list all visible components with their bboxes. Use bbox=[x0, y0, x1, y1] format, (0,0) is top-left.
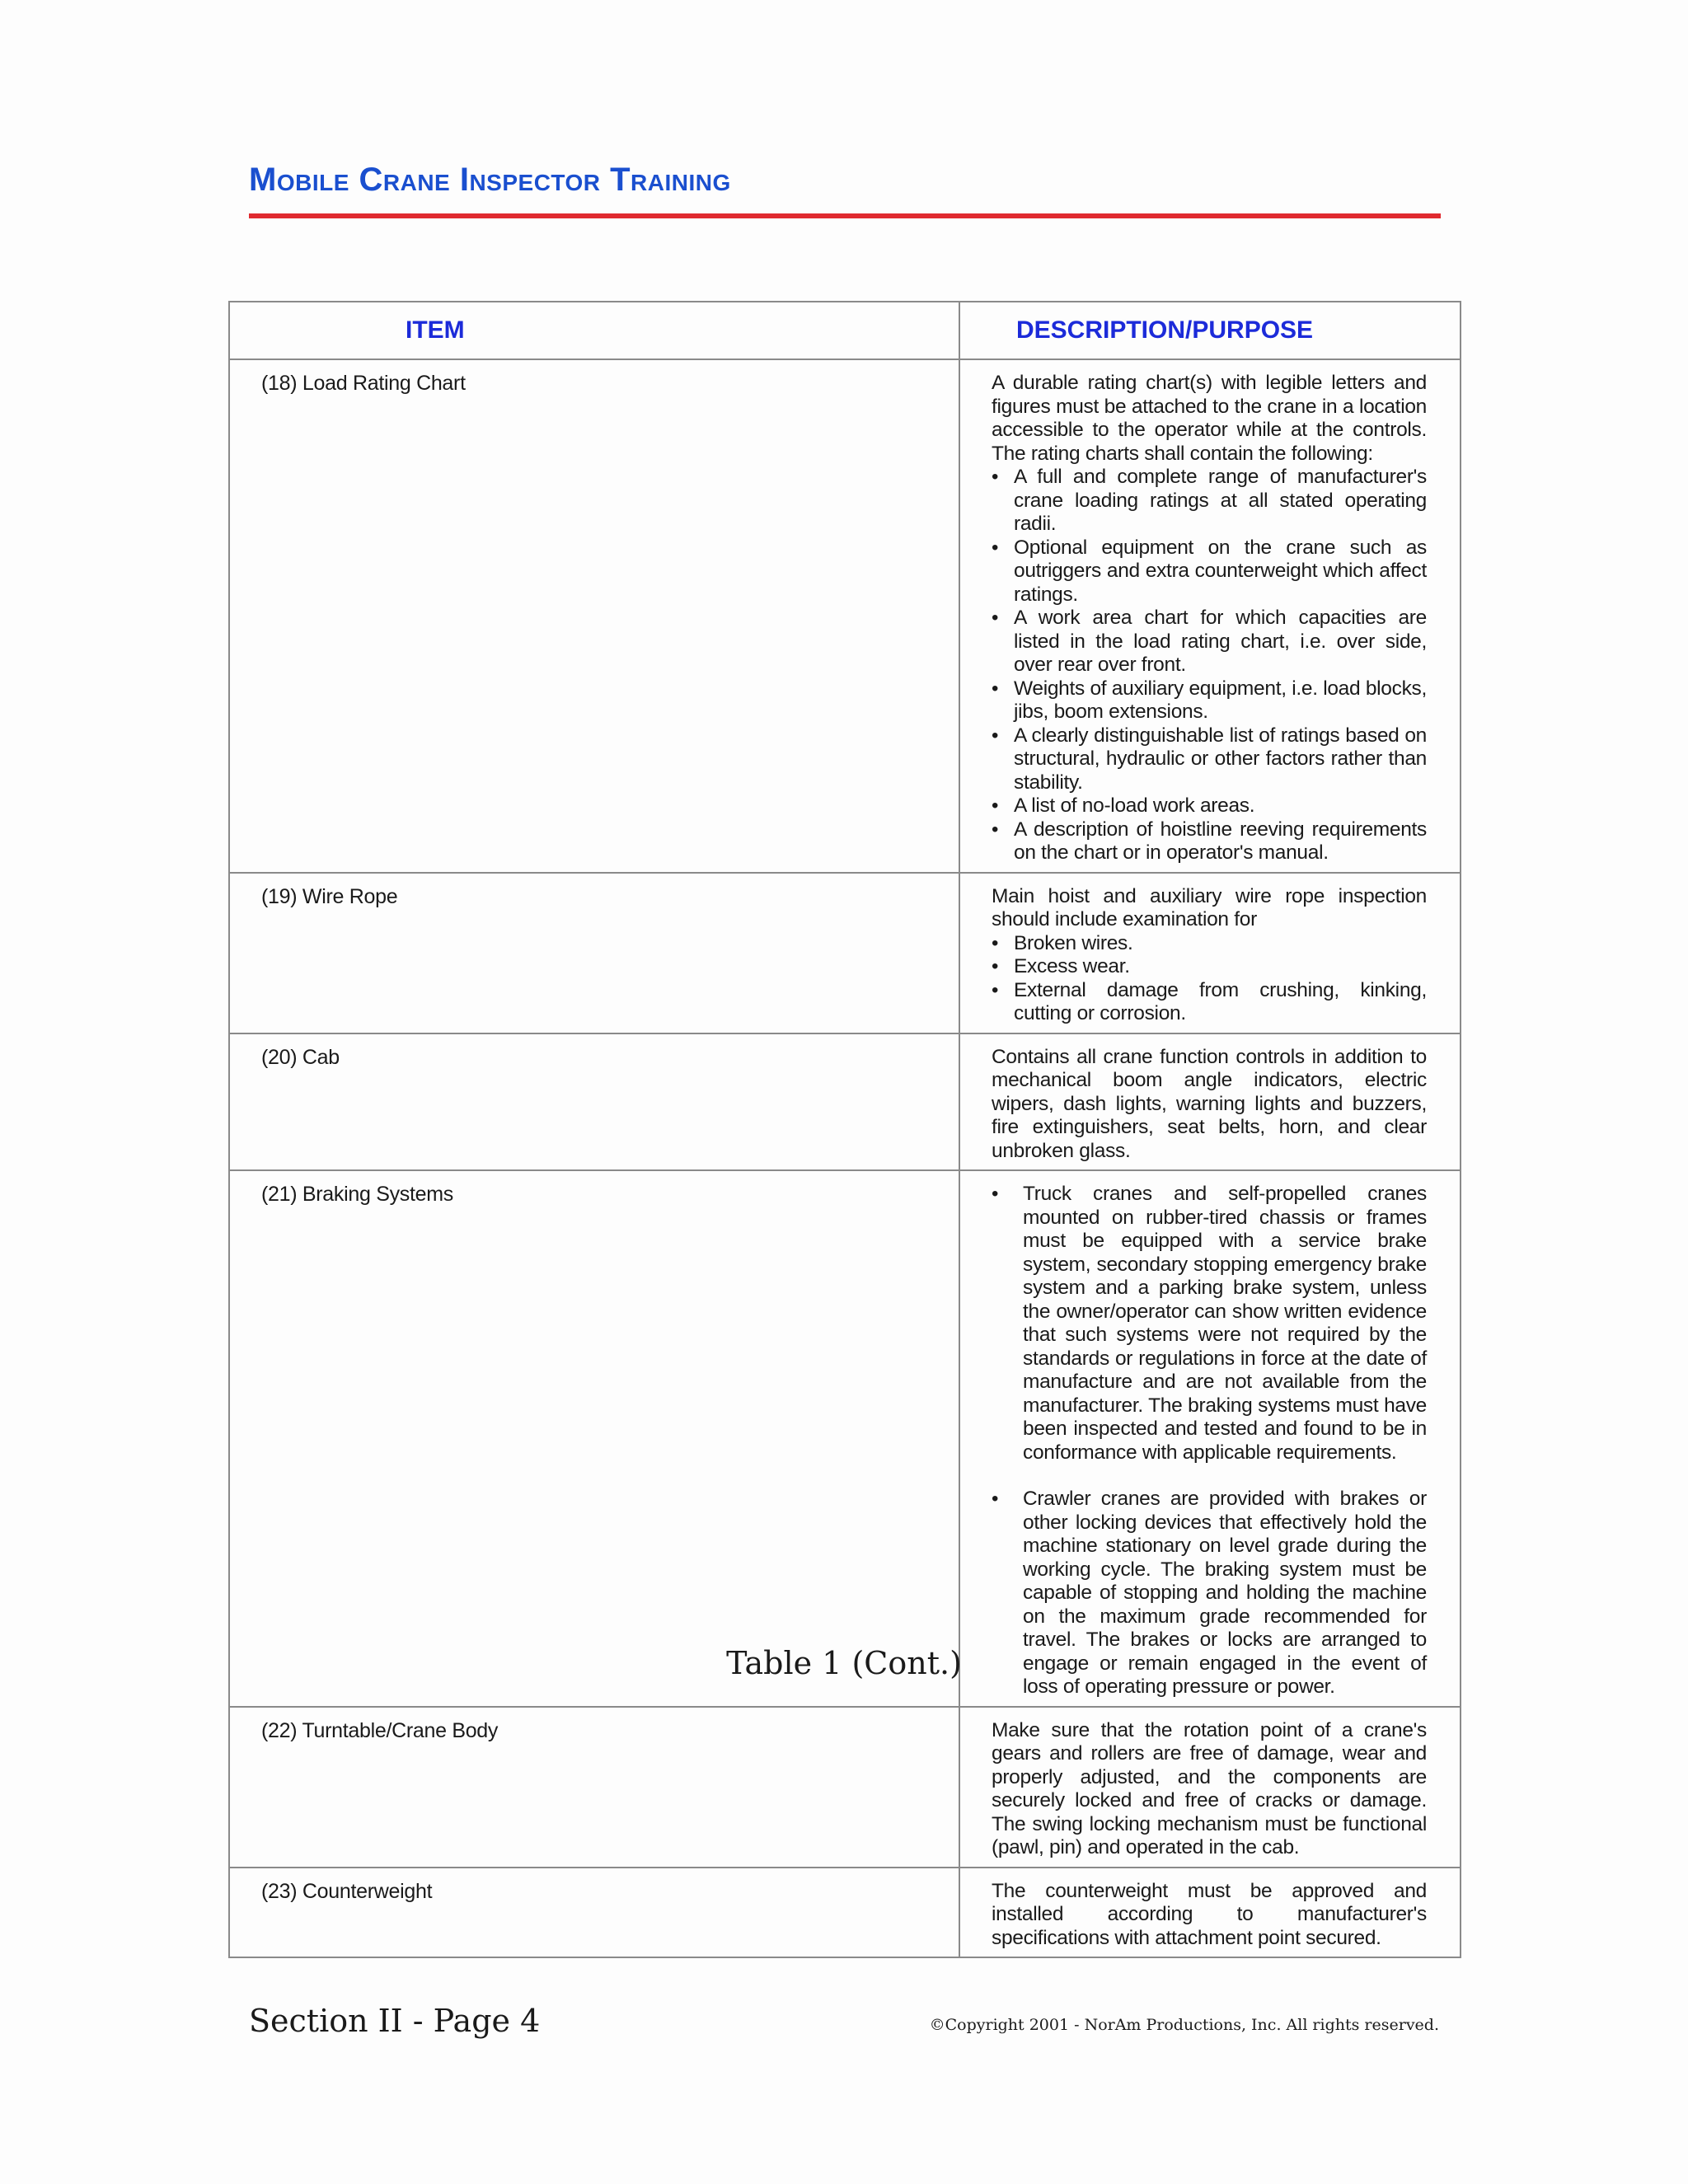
list-item: • Truck cranes and self-propelled cranes mounted on rubber-tired chassis or frames must be equipped with a service brake system, secondary stopping emergency brake system and a parking brake system, unless the owner/operator can show written evidence that such systems were not required by the standards or regulations in force at the date of manufacture and are not available from the manufacturer. The braking systems must have been inspected and tested and found to be in conformance with applicable requirements. bbox=[1023, 1183, 1427, 1465]
description-intro: Main hoist and auxiliary wire rope inspection should include examination for bbox=[992, 884, 1427, 930]
list-item: • Excess wear. bbox=[1014, 955, 1427, 979]
title-rule bbox=[249, 213, 1441, 218]
item-name: (19) Wire Rope bbox=[229, 873, 959, 1033]
table-row bbox=[229, 359, 1461, 873]
table-row bbox=[229, 1707, 1461, 1868]
table-caption: Table 1 (Cont.) bbox=[726, 1645, 962, 1681]
description-intro: A durable rating chart(s) with legible letters and figures must be attached to the crane in a location accessible to the operator while at the controls. The rating charts shall contain the following: bbox=[992, 372, 1427, 465]
item-description bbox=[959, 1170, 1461, 1707]
description-bullets bbox=[992, 466, 1427, 865]
item-description bbox=[959, 1707, 1461, 1868]
copyright-notice: ©Copyright 2001 - NorAm Productions, Inc. All rights reserved. bbox=[929, 2016, 1439, 2034]
inspection-table bbox=[228, 301, 1461, 1958]
list-item: • A clearly distinguishable list of ratings based on structural, hydraulic or other factors rather than stability. bbox=[1014, 724, 1427, 795]
item-description bbox=[959, 1033, 1461, 1171]
table-row bbox=[229, 1033, 1461, 1171]
list-item: • A list of no-load work areas. bbox=[1014, 794, 1427, 818]
item-name: (23) Counterweight bbox=[229, 1868, 959, 1958]
item-name: (21) Braking Systems bbox=[229, 1170, 959, 1707]
description-bullets bbox=[992, 1183, 1427, 1699]
item-description bbox=[959, 873, 1461, 1033]
page-number: Section II - Page 4 bbox=[249, 2003, 541, 2039]
table-row bbox=[229, 1170, 1461, 1707]
list-item: • External damage from crushing, kinking, cutting or corrosion. bbox=[1014, 979, 1427, 1026]
item-description bbox=[959, 1868, 1461, 1958]
item-name: (22) Turntable/Crane Body bbox=[229, 1707, 959, 1868]
list-item: • Weights of auxiliary equipment, i.e. load blocks, jibs, boom extensions. bbox=[1014, 677, 1427, 724]
header-description: DESCRIPTION/PURPOSE bbox=[959, 302, 1461, 359]
table-header-row bbox=[229, 302, 1461, 359]
item-name: (18) Load Rating Chart bbox=[229, 359, 959, 873]
header-item: ITEM bbox=[229, 302, 959, 359]
list-item: • A full and complete range of manufacturer's crane loading ratings at all stated operating radii. bbox=[1014, 466, 1427, 537]
description-intro: Contains all crane function controls in addition to mechanical boom angle indicators, electric wipers, dash lights, warning lights and buzzers, fire extinguishers, seat belts, horn, and clear unbroken glass. bbox=[992, 1045, 1427, 1162]
item-name: (20) Cab bbox=[229, 1033, 959, 1171]
list-item: • A work area chart for which capacities are listed in the load rating chart, i.e. over side, over rear over front. bbox=[1014, 607, 1427, 677]
item-description bbox=[959, 359, 1461, 873]
description-intro: Make sure that the rotation point of a crane's gears and rollers are free of damage, wear and properly adjusted, and the components are securely locked and free of cracks or damage. The swing locking mechanism must be functional (pawl, pin) and operated in the cab. bbox=[992, 1718, 1427, 1858]
description-intro: The counterweight must be approved and installed according to manufacturer's specifications with attachment point secured. bbox=[992, 1879, 1427, 1949]
list-item: • A description of hoistline reeving requirements on the chart or in operator's manual. bbox=[1014, 818, 1427, 865]
table-row bbox=[229, 873, 1461, 1033]
description-bullets bbox=[992, 932, 1427, 1026]
list-item: • Crawler cranes are provided with brakes or other locking devices that effectively hold the machine stationary on level grade during the working cycle. The braking system must be capable of stopping and holding the machine on the maximum grade recommended for travel. The brakes or locks are arranged to engage or remain engaged in the event of loss of operating pressure or power. bbox=[1023, 1488, 1427, 1699]
table-row bbox=[229, 1868, 1461, 1958]
list-item: • Optional equipment on the crane such as outriggers and extra counterweight which affect ratings. bbox=[1014, 537, 1427, 607]
list-item: • Broken wires. bbox=[1014, 932, 1427, 956]
document-title: Mobile Crane Inspector Training bbox=[249, 162, 731, 198]
